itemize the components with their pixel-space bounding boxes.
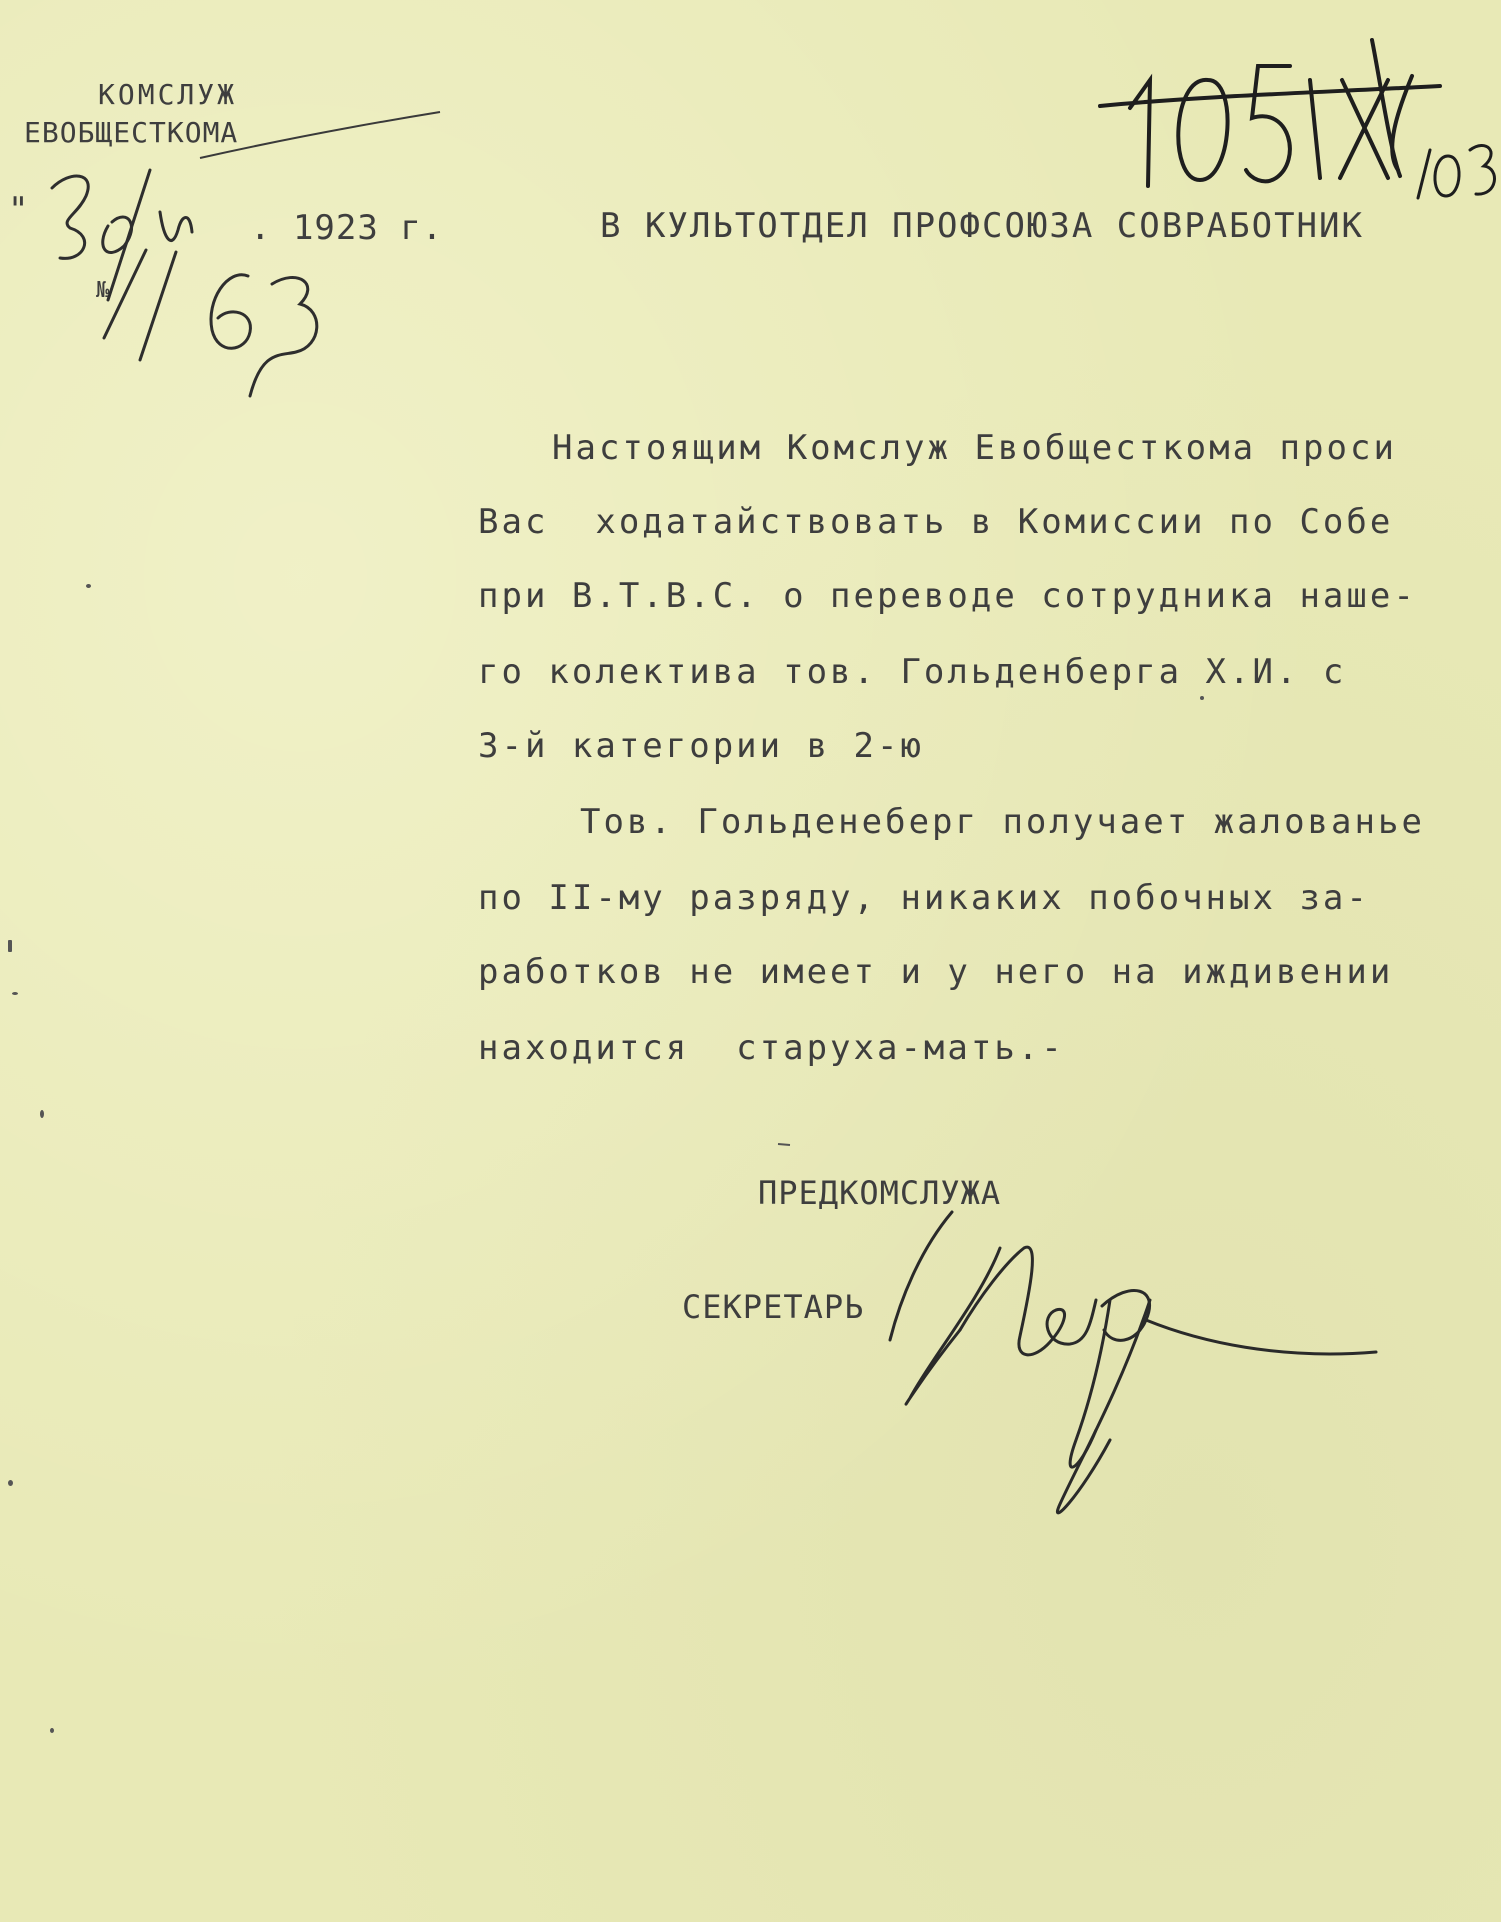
small-dash-mark <box>778 1144 790 1145</box>
margin-speck <box>50 1728 54 1733</box>
crossed-archive-number <box>1100 40 1440 186</box>
margin-speck <box>8 1480 13 1486</box>
number-label: № <box>96 278 111 303</box>
page-number-mark <box>1418 145 1494 198</box>
date-open-quote: " <box>8 190 30 230</box>
body-line: Тов. Гольденеберг получает жалованье <box>580 802 1425 842</box>
body-line: работков не имеет и у него на иждивении <box>478 952 1394 992</box>
body-line: Настоящим Комслуж Евобщесткома проси <box>552 428 1397 468</box>
addressee-line: В КУЛЬТОТДЕЛ ПРОФСОЮЗА СОВРАБОТНИК <box>600 206 1364 246</box>
body-speck <box>1200 696 1204 700</box>
body-line: по II-му разряду, никаких побочных за- <box>478 878 1370 918</box>
org-name-line2: ЕВОБЩЕСТКОМА <box>24 116 239 149</box>
body-line: находится старуха-мать.- <box>478 1028 1065 1068</box>
margin-speck <box>40 1110 44 1118</box>
secretary-label: СЕКРЕТАРЬ <box>682 1288 865 1326</box>
margin-speck <box>12 992 18 995</box>
body-line: при В.Т.В.С. о переводе сотрудника наше- <box>478 576 1417 616</box>
date-year: . 1923 г. <box>250 208 444 248</box>
handwritten-number-mark <box>104 250 317 396</box>
margin-speck <box>86 584 91 588</box>
secretary-signature <box>890 1212 1376 1513</box>
body-line: го колектива тов. Гольденберга Х.И. с <box>478 652 1347 692</box>
body-line: Вас ходатайствовать в Комиссии по Собе <box>478 502 1394 542</box>
body-line: 3-й категории в 2-ю <box>478 726 924 766</box>
handwritten-date-mark <box>52 170 192 300</box>
org-name-line1: КОМСЛУЖ <box>98 78 238 111</box>
chair-label: ПРЕДКОМСЛУЖА <box>758 1174 1002 1212</box>
margin-speck <box>8 940 12 952</box>
